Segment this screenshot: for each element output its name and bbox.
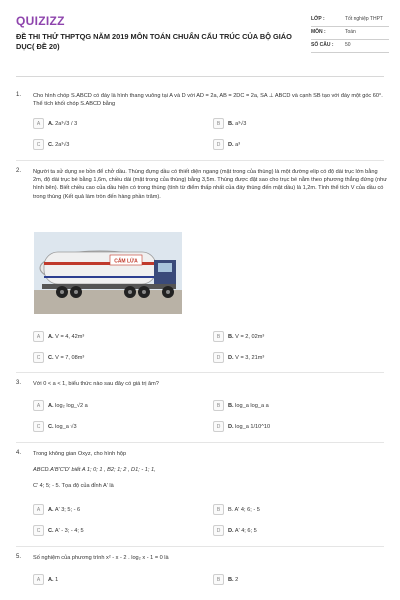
option-label: A. xyxy=(48,333,54,340)
question-number: 1. xyxy=(16,92,22,98)
option-letter-box[interactable]: D xyxy=(213,139,224,150)
option-label: C. xyxy=(48,527,54,534)
option-letter-box[interactable]: A xyxy=(33,574,44,585)
option-value: log_a 1/10^10 xyxy=(235,423,271,430)
option-value: B. A' 4; 6; - 5 xyxy=(228,506,260,513)
option-value: 2 xyxy=(235,576,239,583)
q3-option-c[interactable] xyxy=(33,420,77,433)
question-text: C' 4; 5; - 5. Tọa độ của đỉnh A' là xyxy=(33,483,114,489)
option-value: V = 3, 21m³ xyxy=(235,354,265,361)
q2-option-a[interactable] xyxy=(33,330,84,343)
worksheet-header xyxy=(0,0,400,78)
option-letter-box[interactable]: A xyxy=(33,504,44,515)
truck-label: CẤM LỬA xyxy=(114,258,138,265)
question-text: Cho hình chóp S.ABCD có đáy là hình thang vuông tại A và D với AD = 2a, AB = 2DC = 2a, SA ⊥ ABCD và cạnh SB tạo với đáy một góc 60°. Thể tích khối chóp S.ABCD bằng xyxy=(33,93,383,108)
option-label: D. xyxy=(228,141,234,148)
question-number: 2. xyxy=(16,168,22,174)
meta-table xyxy=(311,14,389,53)
meta-row-class xyxy=(311,14,389,27)
option-value: A' 3; 5; - 6 xyxy=(54,506,81,513)
question-text: Trong không gian Oxyz, cho hình hộp xyxy=(33,451,127,457)
option-letter-box[interactable]: C xyxy=(33,352,44,363)
question-divider xyxy=(16,372,384,373)
option-value: A' - 3; - 4; 5 xyxy=(54,527,84,534)
option-value: log_a √3 xyxy=(55,423,77,430)
question-number: 4. xyxy=(16,450,22,456)
quizizz-logo: QUIZIZZ xyxy=(16,14,65,28)
meta-value: 50 xyxy=(345,42,351,48)
option-letter-box[interactable]: B xyxy=(213,331,224,342)
meta-value: Tốt nghiệp THPT xyxy=(345,16,383,22)
option-value: log₂ log_√2 a xyxy=(55,402,88,409)
question-divider xyxy=(16,546,384,547)
option-label: B. xyxy=(228,120,234,127)
q1-option-b[interactable] xyxy=(213,117,246,130)
question-divider xyxy=(16,442,384,443)
option-label: B. xyxy=(228,576,234,583)
meta-row-count xyxy=(311,40,389,53)
option-value: 1 xyxy=(55,576,59,583)
option-value: V = 2, 02m³ xyxy=(235,333,265,340)
document-title: ĐỀ THI THỬ THPTQG NĂM 2019 MÔN TOÁN CHUẨN CẤU TRÚC CỦA BỘ GIÁO DỤC( ĐỀ 20) xyxy=(16,32,292,51)
option-letter-box[interactable]: B xyxy=(213,400,224,411)
q4-option-c[interactable] xyxy=(33,524,84,537)
header-divider xyxy=(16,76,384,77)
q3-option-d[interactable] xyxy=(213,420,270,433)
option-value: 2a³√3 xyxy=(55,141,70,148)
q4-option-a[interactable] xyxy=(33,503,80,516)
q5-option-b[interactable] xyxy=(213,573,238,586)
q2-option-c[interactable] xyxy=(33,351,84,364)
option-label: A. xyxy=(48,576,54,583)
q5-option-a[interactable] xyxy=(33,573,58,586)
option-letter-box[interactable]: D xyxy=(213,421,224,432)
option-value: a³√3 xyxy=(235,120,247,127)
question-text: Số nghiệm của phương trình x² - x - 2 . log₂ x - 1 = 0 là xyxy=(33,555,169,561)
option-letter-box[interactable]: A xyxy=(33,331,44,342)
option-label: C. xyxy=(48,141,54,148)
question-text: Người ta sử dụng xe bồn để chở dầu. Thùng đựng dầu có thiết diện ngang (mặt trong của thùng) là một đường elip có độ dài trục lớn bằng 2m, độ dài trục bé bằng 1,6m, chiều dài (mặt trong của thùng) bằng 3,5m. Thùng được đặt sao cho trục bé nằm theo phương thẳng đứng (như hình bên). Biết chiều cao của dầu hiện có trong thùng (tính từ điểm thấp nhất của đáy thùng đến mặt dầu) là 1,2m. Tính thể tích V của dầu có trong thùng (Kết quả làm tròn đến hàng phần trăm). xyxy=(33,169,388,200)
q1-option-a[interactable] xyxy=(33,117,77,130)
option-letter-box[interactable]: A xyxy=(33,118,44,129)
option-value: log_a log_a a xyxy=(235,402,269,409)
question-text: ABCD.A'B'C'D' biết A 1; 0; 1 , B2; 1; 2 , D1; - 1; 1, xyxy=(33,467,156,473)
meta-row-subject xyxy=(311,27,389,40)
option-label: B. xyxy=(228,402,234,409)
q3-option-b[interactable] xyxy=(213,399,269,412)
question-divider xyxy=(16,160,384,161)
question-number: 5. xyxy=(16,554,22,560)
option-letter-box[interactable]: D xyxy=(213,525,224,536)
question-text: Với 0 < a < 1, biểu thức nào sau đây có giá trị âm? xyxy=(33,381,159,387)
question-number: 3. xyxy=(16,380,22,386)
option-label: B. xyxy=(228,333,234,340)
option-value: V = 4, 42m³ xyxy=(55,333,85,340)
option-value: A' 4; 6; 5 xyxy=(234,527,257,534)
q4-option-b[interactable] xyxy=(213,503,260,516)
meta-key: SỐ CÂU : xyxy=(311,42,334,48)
option-value: V = 7, 08m³ xyxy=(55,354,85,361)
option-letter-box[interactable]: D xyxy=(213,352,224,363)
meta-key: MÔN : xyxy=(311,29,326,35)
option-label: A. xyxy=(48,506,54,513)
option-label: D. xyxy=(228,527,234,534)
q2-option-d[interactable] xyxy=(213,351,264,364)
option-value: 2a³√3 / 3 xyxy=(55,120,78,127)
option-label: C. xyxy=(48,354,54,361)
q4-option-d[interactable] xyxy=(213,524,257,537)
option-letter-box[interactable]: C xyxy=(33,525,44,536)
option-label: A. xyxy=(48,120,54,127)
meta-key: LỚP : xyxy=(311,16,325,22)
option-letter-box[interactable]: B xyxy=(213,574,224,585)
q3-option-a[interactable] xyxy=(33,399,88,412)
option-letter-box[interactable]: B xyxy=(213,118,224,129)
q1-option-c[interactable] xyxy=(33,138,69,151)
option-label: D. xyxy=(228,423,234,430)
option-label: C. xyxy=(48,423,54,430)
meta-value: Toán xyxy=(345,29,356,35)
option-letter-box[interactable]: C xyxy=(33,139,44,150)
option-label: A. xyxy=(48,402,54,409)
option-letter-box[interactable]: C xyxy=(33,421,44,432)
q1-option-d[interactable] xyxy=(213,138,240,151)
q2-option-b[interactable] xyxy=(213,330,264,343)
option-letter-box[interactable]: B xyxy=(213,504,224,515)
option-label: D. xyxy=(228,354,234,361)
truck-illustration xyxy=(34,232,182,314)
option-letter-box[interactable]: A xyxy=(33,400,44,411)
oil-truck-image xyxy=(34,232,182,314)
option-value: a³ xyxy=(235,141,241,148)
